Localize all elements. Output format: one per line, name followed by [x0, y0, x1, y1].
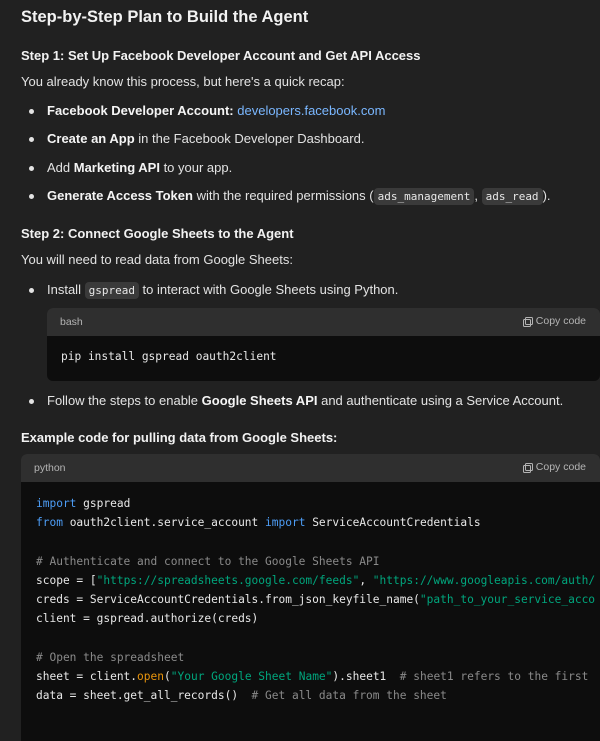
code-language-label: bash: [60, 316, 83, 328]
code-block-header: [47, 308, 600, 336]
code-comment: # Get all data from the sheet: [251, 689, 447, 703]
list-item-text: and authenticate using a Service Account.: [317, 393, 564, 408]
code-language-label: python: [34, 462, 66, 474]
page-title: Step-by-Step Plan to Build the Agent: [21, 8, 309, 26]
code-block-python: [21, 454, 600, 741]
code-text: gspread: [76, 497, 131, 510]
code-string: "https://spreadsheets.google.com/feeds": [96, 573, 360, 587]
code-text: scope = [: [36, 573, 97, 587]
code-comment: # Open the spreadsheet: [36, 650, 185, 664]
list-item-text: to interact with Google Sheets using Python.: [138, 282, 399, 297]
code-content: [47, 336, 600, 366]
step2-heading: Step 2: Connect Google Sheets to the Agent: [21, 226, 294, 241]
copy-icon: [523, 317, 532, 326]
list-item-text: in the Facebook Developer Dashboard.: [134, 131, 365, 146]
code-block-header: [21, 454, 600, 482]
list-item: [47, 103, 385, 118]
code-line: pip install gspread oauth2client: [61, 350, 277, 363]
code-text: data = sheet.get_all_records(): [36, 689, 252, 703]
list-item: [47, 160, 232, 175]
code-text: creds = ServiceAccountCredentials.from_json_keyfile_name(: [36, 593, 420, 607]
code-string: "Your Google Sheet Name": [170, 669, 333, 683]
list-item-text: to your app.: [159, 160, 233, 175]
code-text: ).sheet1: [332, 669, 400, 683]
step2-intro: You will need to read data from Google Sheets:: [21, 252, 293, 267]
list-item: [47, 393, 563, 408]
code-content: [21, 482, 600, 705]
developers-facebook-link[interactable]: developers.facebook.com: [237, 103, 386, 118]
code-text: client = gspread.authorize(creds): [36, 612, 259, 626]
code-keyword: from: [36, 516, 63, 530]
list-item-pre: Install: [47, 282, 85, 297]
list-item-text: with the required permissions (: [192, 188, 374, 203]
code-comment: # Authenticate and connect to the Google Sheets API: [36, 554, 380, 568]
list-item: [47, 188, 551, 203]
code-text: (: [164, 669, 171, 683]
step1-intro: You already know this process, but here's a quick recap:: [21, 74, 345, 89]
inline-code-gspread: gspread: [85, 282, 139, 299]
list-item-bold: Facebook Developer Account:: [47, 103, 234, 118]
step1-heading: Step 1: Set Up Facebook Developer Account and Get API Access: [21, 48, 421, 63]
copy-code-button[interactable]: [523, 461, 586, 473]
example-heading: Example code for pulling data from Google Sheets:: [21, 430, 338, 445]
copy-code-label: Copy code: [535, 461, 586, 473]
code-string: "https://www.googleapis.com/auth/: [372, 573, 596, 587]
code-text: sheet = client.: [36, 669, 138, 683]
list-item-pre: Follow the steps to enable: [47, 393, 202, 408]
list-item-bold: Generate Access Token: [47, 188, 193, 203]
inline-code-ads-management: ads_management: [374, 188, 475, 205]
copy-code-button[interactable]: [523, 315, 586, 327]
list-item-end: ).: [542, 188, 551, 203]
list-item-bold: Create an App: [47, 131, 135, 146]
list-item-bold: Marketing API: [73, 160, 160, 175]
copy-code-label: Copy code: [535, 315, 586, 327]
code-keyword: import: [265, 516, 306, 530]
code-keyword: import: [36, 497, 77, 510]
list-item-pre: Add: [47, 160, 74, 175]
copy-icon: [523, 463, 532, 472]
list-item: [47, 282, 398, 297]
code-text: oauth2client.service_account: [62, 516, 266, 530]
code-comment: # sheet1 refers to the first: [399, 669, 589, 683]
code-block-bash: [47, 308, 600, 381]
inline-code-ads-read: ads_read: [482, 188, 543, 205]
list-item: [47, 131, 364, 146]
list-item-sep: ,: [474, 188, 478, 203]
list-item-bold: Google Sheets API: [201, 393, 318, 408]
code-function: open: [137, 669, 164, 683]
code-string: "path_to_your_service_acco: [419, 593, 596, 607]
code-text: ,: [359, 573, 373, 587]
code-text: ServiceAccountCredentials: [305, 516, 481, 530]
